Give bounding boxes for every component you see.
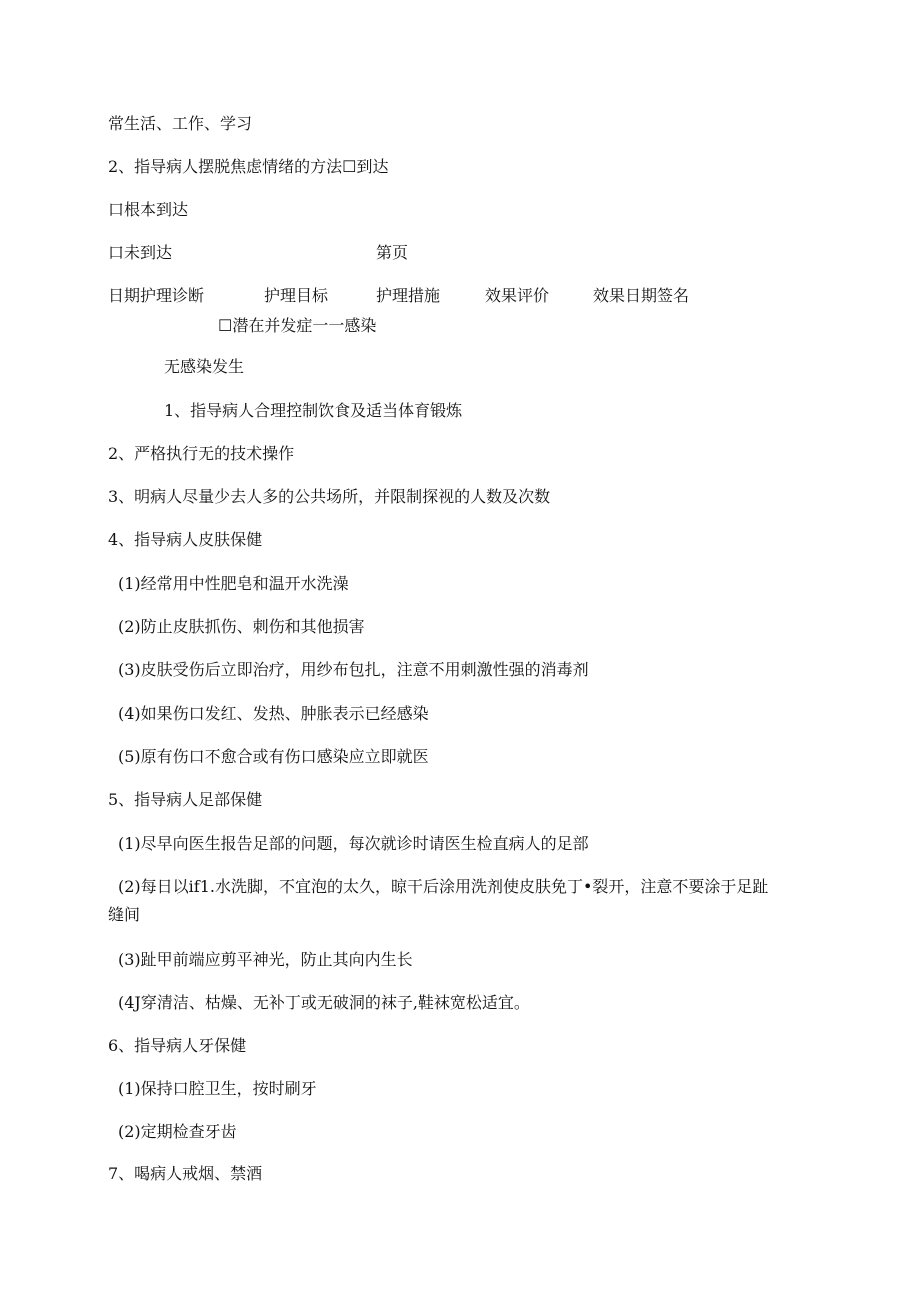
text-line: (2)防止皮肤抓伤、刺伤和其他损害	[118, 617, 365, 636]
text-line: 5、指导病人足部保健	[108, 790, 263, 809]
text-line: 口未到达	[108, 243, 173, 262]
goal-item: 无感染发生	[164, 357, 245, 376]
text-line: (2)定期检查牙齿	[118, 1122, 237, 1141]
text-line: 口根本到达	[108, 200, 189, 219]
header-date-diagnosis: 日期护理诊断	[108, 286, 205, 305]
text-line: (1)尽早向医生报告足部的问题，每次就诊时请医生检直病人的足部	[118, 834, 589, 853]
text-line: 缝间	[108, 905, 141, 924]
text-line: 4、指导病人皮肤保健	[108, 530, 263, 549]
text-line: 2、指导病人摆脱焦虑情绪的方法☐到达	[108, 157, 389, 176]
text-line: 1、指导病人合理控制饮食及适当体育锻炼	[164, 401, 463, 420]
page-number-label: 第页	[376, 243, 409, 262]
text-line: (3)趾甲前端应剪平神光，防止其向内生长	[118, 950, 413, 969]
text-line: (4)如果伤口发红、发热、肿胀表示已经感染	[118, 704, 429, 723]
text-line: (4J穿清洁、枯燥、无补丁或无破洞的袜子,鞋袜宽松适宜。	[118, 993, 530, 1012]
header-effect-date-signature: 效果日期签名	[593, 286, 690, 305]
text-line: (3)皮肤受伤后立即治疗，用纱布包扎，注意不用刺激性强的消毒剂	[118, 660, 589, 679]
text-line: (1)经常用中性肥皂和温开水洗澡	[118, 574, 349, 593]
text-line: (1)保持口腔卫生，按时刷牙	[118, 1079, 317, 1098]
text-line: (5)原有伤口不愈合或有伤口感染应立即就医	[118, 747, 429, 766]
diagnosis-item: ☐潜在并发症一一感染	[218, 316, 377, 335]
text-line: 常生活、工作、学习	[108, 114, 253, 133]
header-nursing-goal: 护理目标	[264, 286, 329, 305]
text-line: 3、明病人尽量少去人多的公共场所，并限制探视的人数及次数	[108, 487, 551, 506]
text-line: (2)每日以if1.水洗脚，不宜泡的太久，晾干后涂用洗剂使皮肤免丁•裂开，注意不要涂于足趾	[118, 877, 769, 896]
text-line: 6、指导病人牙保健	[108, 1036, 247, 1055]
header-effect-evaluation: 效果评价	[485, 286, 550, 305]
text-line: 2、严格执行无的技术操作	[108, 444, 295, 463]
header-nursing-measures: 护理措施	[376, 286, 441, 305]
text-line: 7、喝病人戒烟、禁酒	[108, 1164, 263, 1183]
